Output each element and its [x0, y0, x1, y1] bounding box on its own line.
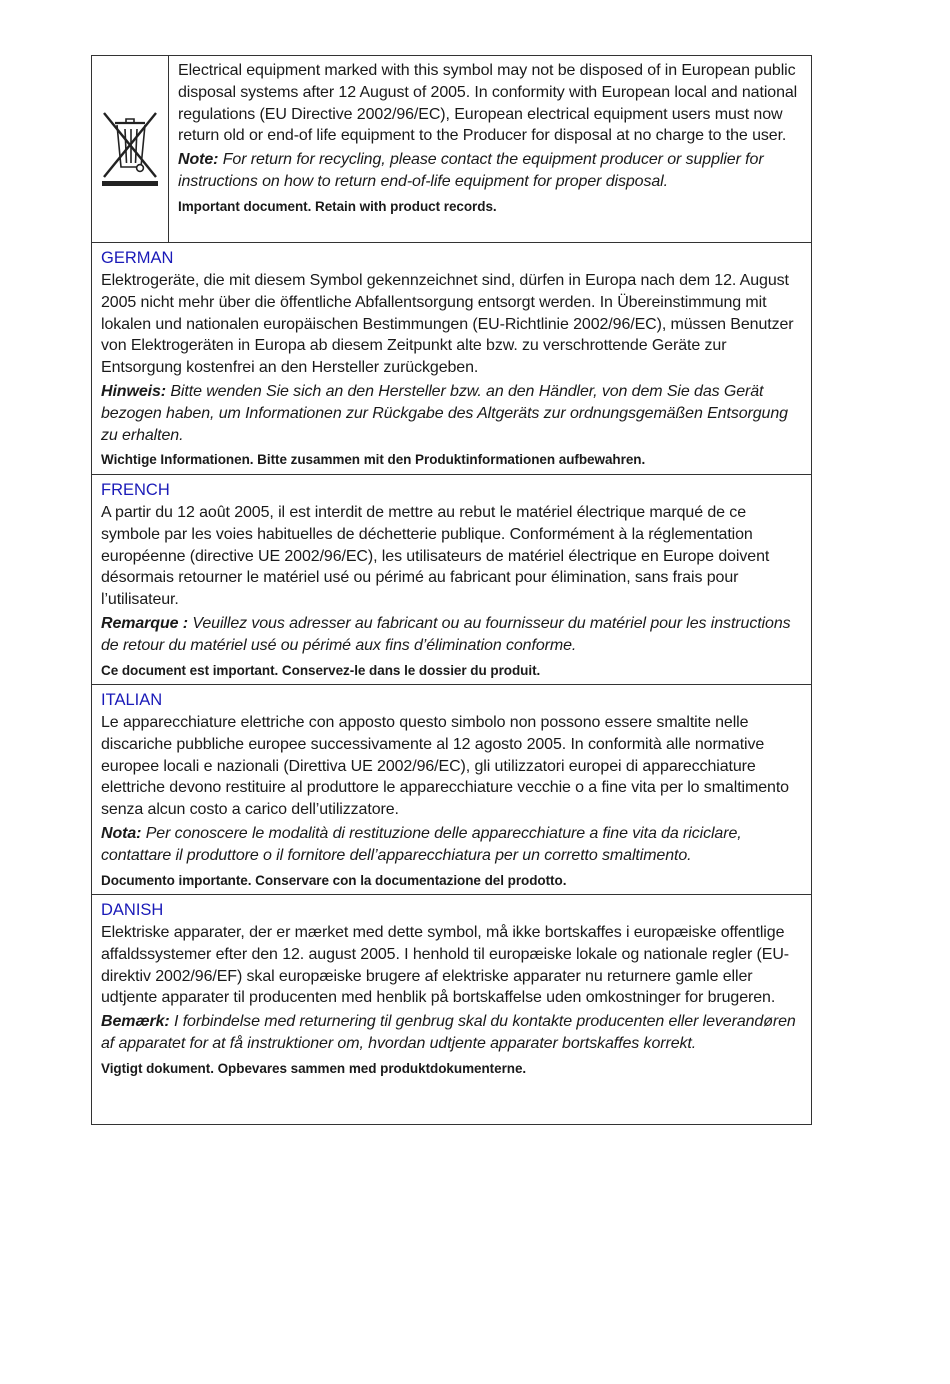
german-note-text: Bitte wenden Sie sich an den Hersteller bzw. an den Händler, von dem Sie das Gerät bezogen haben, um Informationen zur Rückgabe des Altgeräts zur ordnungsgemäßen Entsorgung zu erhalten.: [101, 382, 788, 444]
danish-note: [101, 1011, 803, 1055]
crossed-out-wheeled-bin-icon: [98, 107, 162, 191]
english-body: Electrical equipment marked with this symbol may not be disposed of in European public disposal systems after 12 August of 2005. In conformity with European local and national regulations (EU Directive 2002/96/EC), European electrical equipment users must now return old or end-of life equipment to the Producer for disposal at no charge to the user.: [178, 62, 798, 145]
german-body: Elektrogeräte, die mit diesem Symbol gekennzeichnet sind, dürfen in Europa nach dem 12. August 2005 nicht mehr über die öffentliche Abfallentsorgung entsorgt werden. In Übereinstimmung mit lokalen und nationalen europäischen Bestimmungen (EU-Richtlinie 2002/96/EC), müssen Benutzer von Elektrogeräten in Europa ab diesem Zeitpunkt alte bzw. zu verschrottende Geräte zur Entsorgung kostenfrei an den Hersteller zurückgeben.: [101, 272, 794, 377]
italian-heading: ITALIAN: [101, 691, 163, 709]
italian-section: [92, 684, 811, 894]
italian-note-label: Nota:: [101, 824, 142, 842]
italian-important: Documento importante. Conservare con la documentazione del prodotto.: [101, 872, 567, 888]
danish-body: Elektriske apparater, der er mærket med dette symbol, må ikke bortskaffes i europæiske offentlige affaldssystemer efter den 12. august 2005. I henhold til europæiske lokale og nationale regler (EU-direktiv 2002/96/EF) skal europæiske brugere af elektriske apparater nu returnere gamle eller udtjente apparater til producenten med henblik på bortskaffelse uden omkostninger for brugeren.: [101, 924, 789, 1007]
danish-note-label: Bemærk:: [101, 1013, 170, 1031]
french-section: [92, 474, 811, 684]
danish-note-text: I forbindelse med returnering til genbrug skal du kontakte producenten eller leverandøren af apparatet for at få instruktioner om, hvordan udtjente apparater bortskaffes korrekt.: [101, 1013, 796, 1052]
french-important: Ce document est important. Conservez-le dans le dossier du produit.: [101, 662, 541, 678]
french-body: A partir du 12 août 2005, il est interdit de mettre au rebut le matériel électrique marqué de ce symbole par les voies habituelles de déchetterie publique. Conformément à la réglementation européenne (directive UE 2002/96/EC), les utilisateurs de matériel électrique en Europe doivent désormais retourner le matériel usé ou périmé au fabricant pour élimination, sans frais pour l’utilisateur.: [101, 504, 770, 609]
german-important: Wichtige Informationen. Bitte zusammen mit den Produktinformationen aufbewahren.: [101, 452, 646, 468]
english-important: Important document. Retain with product records.: [178, 198, 497, 214]
english-section: [92, 56, 811, 242]
italian-note: [101, 823, 803, 867]
french-note-text: Veuillez vous adresser au fabricant ou au fournisseur du matériel pour les instructions de retour du matériel usé ou périmé aux fins d’élimination conforme.: [101, 614, 791, 654]
english-note-text: For return for recycling, please contact the equipment producer or supplier for instructions on how to return end-of-life equipment for proper disposal.: [178, 151, 764, 190]
english-note: [178, 149, 803, 193]
english-note-label: Note:: [178, 151, 219, 169]
danish-important: Vigtigt dokument. Opbevares sammen med produktdokumenterne.: [101, 1060, 527, 1076]
danish-section: [92, 894, 811, 1124]
english-text-cell: [169, 56, 811, 242]
danish-heading: DANISH: [101, 901, 164, 919]
italian-body: Le apparecchiature elettriche con apposto questo simbolo non possono essere smaltite nelle discariche pubbliche europee successivamente al 12 agosto 2005. In conformità alle normative europee locali e nazionali (Direttiva UE 2002/96/EC), gli utilizzatori europei di apparecchiature elettriche devono restituire al produttore le apparecchiature vecchie o a fine vita per lo smaltimento senza alcun costo a carico dell’utilizzatore.: [101, 714, 789, 819]
weee-symbol-cell: [92, 56, 169, 242]
italian-note-text: Per conoscere le modalità di restituzione delle apparecchiature a fine vita da riciclare, contattare il produttore o il fornitore dell’apparecchiatura per un corretto smaltimento.: [101, 824, 742, 864]
german-heading: GERMAN: [101, 249, 174, 267]
french-heading: FRENCH: [101, 481, 170, 499]
french-note: [101, 613, 803, 657]
weee-notice-table: [91, 55, 812, 1125]
french-note-label: Remarque :: [101, 614, 189, 632]
german-note: [101, 381, 803, 446]
german-section: [92, 242, 811, 474]
german-note-label: Hinweis:: [101, 382, 166, 400]
